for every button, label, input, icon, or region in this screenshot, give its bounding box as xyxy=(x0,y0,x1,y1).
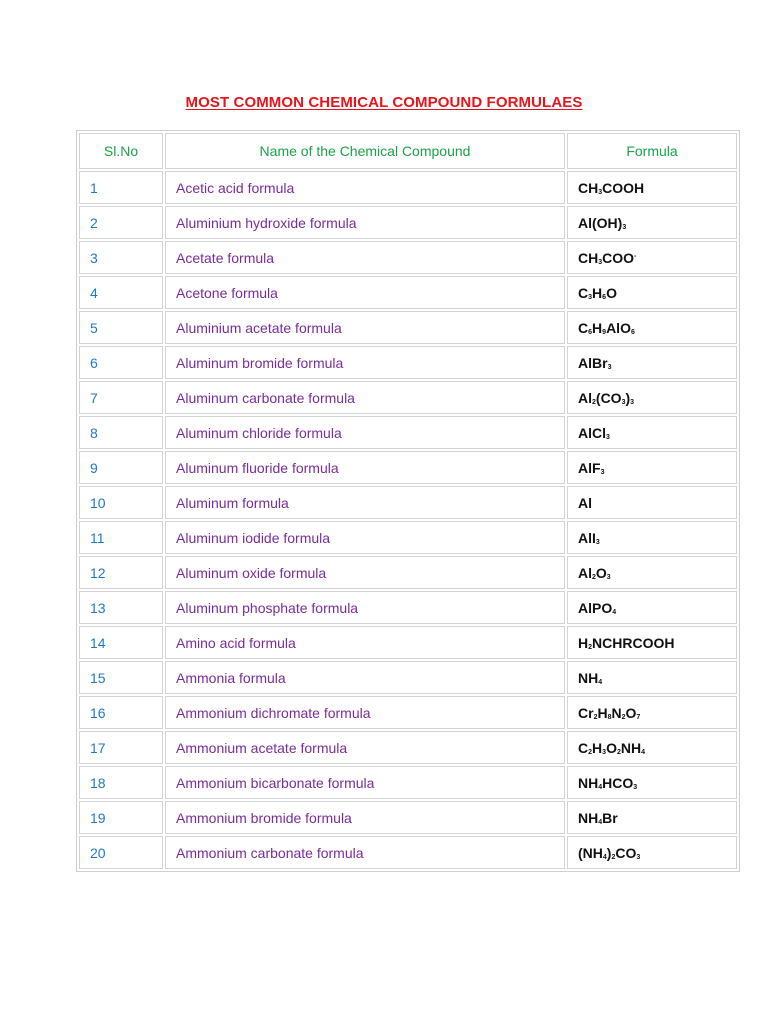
formula-text: H xyxy=(597,704,608,721)
formula-text: (CO xyxy=(595,389,622,406)
formula-text: NH xyxy=(578,669,599,686)
formula-text: Al(OH) xyxy=(578,214,623,231)
formula-text: Br xyxy=(602,809,618,826)
formula-subscript: 3 xyxy=(598,188,603,196)
formula-text: CH xyxy=(578,249,599,266)
formula-text: C xyxy=(578,739,589,756)
formula-subscript: 3 xyxy=(598,258,603,266)
table-row xyxy=(79,766,737,799)
table-row xyxy=(79,661,737,694)
sl-number-cell: 2 xyxy=(79,206,163,239)
formula-subscript: 7 xyxy=(636,713,641,721)
formula-cell xyxy=(567,626,737,659)
formula-subscript: 3 xyxy=(588,293,593,301)
formula-subscript: 3 xyxy=(595,538,600,546)
compound-name-cell: Ammonium carbonate formula xyxy=(165,836,565,869)
formula-subscript: 2 xyxy=(616,748,621,756)
sl-number-cell: 12 xyxy=(79,556,163,589)
formula-subscript: 2 xyxy=(621,713,626,721)
formula-text: NH xyxy=(620,739,642,756)
formula-subscript: 2 xyxy=(611,853,616,861)
formula-text: Cr xyxy=(578,704,594,721)
compound-name-cell: Aluminum bromide formula xyxy=(165,346,565,379)
formula-subscript: 2 xyxy=(588,748,593,756)
compound-name-cell: Ammonia formula xyxy=(165,661,565,694)
formula-subscript: 3 xyxy=(633,783,638,791)
compound-name-cell: Aluminum iodide formula xyxy=(165,521,565,554)
table-row xyxy=(79,451,737,484)
compound-name-cell: Aluminum oxide formula xyxy=(165,556,565,589)
formula-cell xyxy=(567,696,737,729)
formula-subscript: 4 xyxy=(598,783,603,791)
compound-name-cell: Aluminum carbonate formula xyxy=(165,381,565,414)
formula-text: NH xyxy=(578,809,599,826)
formula-text: O xyxy=(606,739,617,756)
formula-subscript: 4 xyxy=(602,853,607,861)
compound-name-cell: Aluminium hydroxide formula xyxy=(165,206,565,239)
formula-text: Al xyxy=(578,494,592,511)
formula-cell xyxy=(567,206,737,239)
formula-cell xyxy=(567,836,737,869)
sl-number-cell: 4 xyxy=(79,276,163,309)
table-row xyxy=(79,381,737,414)
header-sl-no: Sl.No xyxy=(79,133,163,169)
formula-text: C xyxy=(578,284,589,301)
compound-name-cell: Ammonium bicarbonate formula xyxy=(165,766,565,799)
sl-number-cell: 14 xyxy=(79,626,163,659)
table-row xyxy=(79,626,737,659)
formula-cell xyxy=(567,766,737,799)
header-formula: Formula xyxy=(567,133,737,169)
table-row xyxy=(79,241,737,274)
formula-text: COOH xyxy=(602,179,645,196)
table-row xyxy=(79,836,737,869)
sl-number-cell: 11 xyxy=(79,521,163,554)
table-header-row xyxy=(79,133,737,169)
compound-name-cell: Ammonium dichromate formula xyxy=(165,696,565,729)
formula-text: AlI xyxy=(578,529,596,546)
formula-cell xyxy=(567,801,737,834)
formula-cell xyxy=(567,661,737,694)
table-row xyxy=(79,311,737,344)
formula-text: N xyxy=(611,704,622,721)
formula-cell xyxy=(567,381,737,414)
compound-name-cell: Aluminum chloride formula xyxy=(165,416,565,449)
table-row xyxy=(79,731,737,764)
sl-number-cell: 18 xyxy=(79,766,163,799)
formula-text: AlO xyxy=(606,319,631,336)
formula-subscript: 3 xyxy=(621,398,626,406)
formula-text: C xyxy=(578,319,589,336)
formula-text: H xyxy=(592,739,603,756)
formula-cell xyxy=(567,731,737,764)
formula-subscript: 9 xyxy=(602,328,607,336)
compound-name-cell: Aluminum formula xyxy=(165,486,565,519)
formula-cell xyxy=(567,241,737,274)
sl-number-cell: 6 xyxy=(79,346,163,379)
sl-number-cell: 19 xyxy=(79,801,163,834)
sl-number-cell: 13 xyxy=(79,591,163,624)
formula-subscript: 4 xyxy=(598,818,603,826)
table-row xyxy=(79,521,737,554)
formula-subscript: 2 xyxy=(592,398,596,406)
formula-cell xyxy=(567,346,737,379)
compound-name-cell: Ammonium acetate formula xyxy=(165,731,565,764)
compound-name-cell: Amino acid formula xyxy=(165,626,565,659)
formula-subscript: 2 xyxy=(588,643,593,651)
formula-subscript: 3 xyxy=(606,433,610,441)
formula-text: ) xyxy=(606,844,612,861)
table-row xyxy=(79,556,737,589)
formula-text: O xyxy=(595,564,607,581)
formula-text: Al xyxy=(578,389,592,406)
formula-subscript: 4 xyxy=(612,608,617,616)
formula-text: H xyxy=(592,319,603,336)
formula-text: CH xyxy=(578,179,599,196)
formula-cell xyxy=(567,591,737,624)
table-row xyxy=(79,801,737,834)
compound-name-cell: Acetone formula xyxy=(165,276,565,309)
formula-subscript: 2 xyxy=(592,573,596,581)
formula-subscript: 6 xyxy=(588,328,593,336)
formula-text: NH xyxy=(578,774,599,791)
compound-name-cell: Aluminium acetate formula xyxy=(165,311,565,344)
compound-name-cell: Acetic acid formula xyxy=(165,171,565,204)
formula-text: CO xyxy=(615,844,637,861)
table-row xyxy=(79,486,737,519)
sl-number-cell: 17 xyxy=(79,731,163,764)
formula-text: (NH xyxy=(578,844,603,861)
formula-text: ) xyxy=(625,389,631,406)
formula-cell xyxy=(567,171,737,204)
table-row xyxy=(79,276,737,309)
sl-number-cell: 3 xyxy=(79,241,163,274)
header-compound-name: Name of the Chemical Compound xyxy=(165,133,565,169)
formula-subscript: 3 xyxy=(602,748,607,756)
formula-subscript: 8 xyxy=(607,713,612,721)
formula-text: AlPO xyxy=(578,599,613,616)
sl-number-cell: 9 xyxy=(79,451,163,484)
table-row xyxy=(79,346,737,379)
table-row xyxy=(79,696,737,729)
formula-subscript: 3 xyxy=(622,223,627,231)
table-row xyxy=(79,206,737,239)
formula-subscript: 3 xyxy=(600,468,605,476)
formula-text: HCO xyxy=(602,774,634,791)
formula-text: COO xyxy=(602,249,635,266)
formula-cell xyxy=(567,556,737,589)
table-row xyxy=(79,171,737,204)
formula-cell xyxy=(567,451,737,484)
page-title: MOST COMMON CHEMICAL COMPOUND FORMULAES xyxy=(185,94,583,111)
sl-number-cell: 20 xyxy=(79,836,163,869)
sl-number-cell: 15 xyxy=(79,661,163,694)
formula-subscript: 3 xyxy=(606,573,611,581)
formula-text: O xyxy=(625,704,637,721)
formula-subscript: 2 xyxy=(593,713,598,721)
formula-text: AlBr xyxy=(578,354,608,371)
compound-table xyxy=(76,130,740,872)
formula-subscript: 6 xyxy=(630,328,635,336)
formula-subscript: 4 xyxy=(598,678,603,686)
formula-text: AlF xyxy=(578,459,601,476)
formula-text: O xyxy=(606,284,617,301)
formula-subscript: 3 xyxy=(636,853,641,861)
sl-number-cell: 16 xyxy=(79,696,163,729)
formula-superscript: - xyxy=(634,252,637,260)
formula-cell xyxy=(567,486,737,519)
formula-text: Al xyxy=(578,564,592,581)
table-row xyxy=(79,416,737,449)
formula-text: H xyxy=(578,634,589,651)
formula-cell xyxy=(567,276,737,309)
sl-number-cell: 7 xyxy=(79,381,163,414)
formula-cell xyxy=(567,416,737,449)
formula-text: H xyxy=(592,284,603,301)
compound-name-cell: Aluminum phosphate formula xyxy=(165,591,565,624)
sl-number-cell: 5 xyxy=(79,311,163,344)
formula-subscript: 4 xyxy=(641,748,645,756)
formula-text: NCHRCOOH xyxy=(592,634,675,651)
sl-number-cell: 8 xyxy=(79,416,163,449)
formula-subscript: 3 xyxy=(607,363,612,371)
formula-subscript: 6 xyxy=(602,293,607,301)
sl-number-cell: 1 xyxy=(79,171,163,204)
compound-name-cell: Aluminum fluoride formula xyxy=(165,451,565,484)
formula-text: AlCl xyxy=(578,424,606,441)
sl-number-cell: 10 xyxy=(79,486,163,519)
compound-name-cell: Ammonium bromide formula xyxy=(165,801,565,834)
formula-subscript: 3 xyxy=(630,398,635,406)
formula-cell xyxy=(567,521,737,554)
table-row xyxy=(79,591,737,624)
formula-cell xyxy=(567,311,737,344)
compound-name-cell: Acetate formula xyxy=(165,241,565,274)
